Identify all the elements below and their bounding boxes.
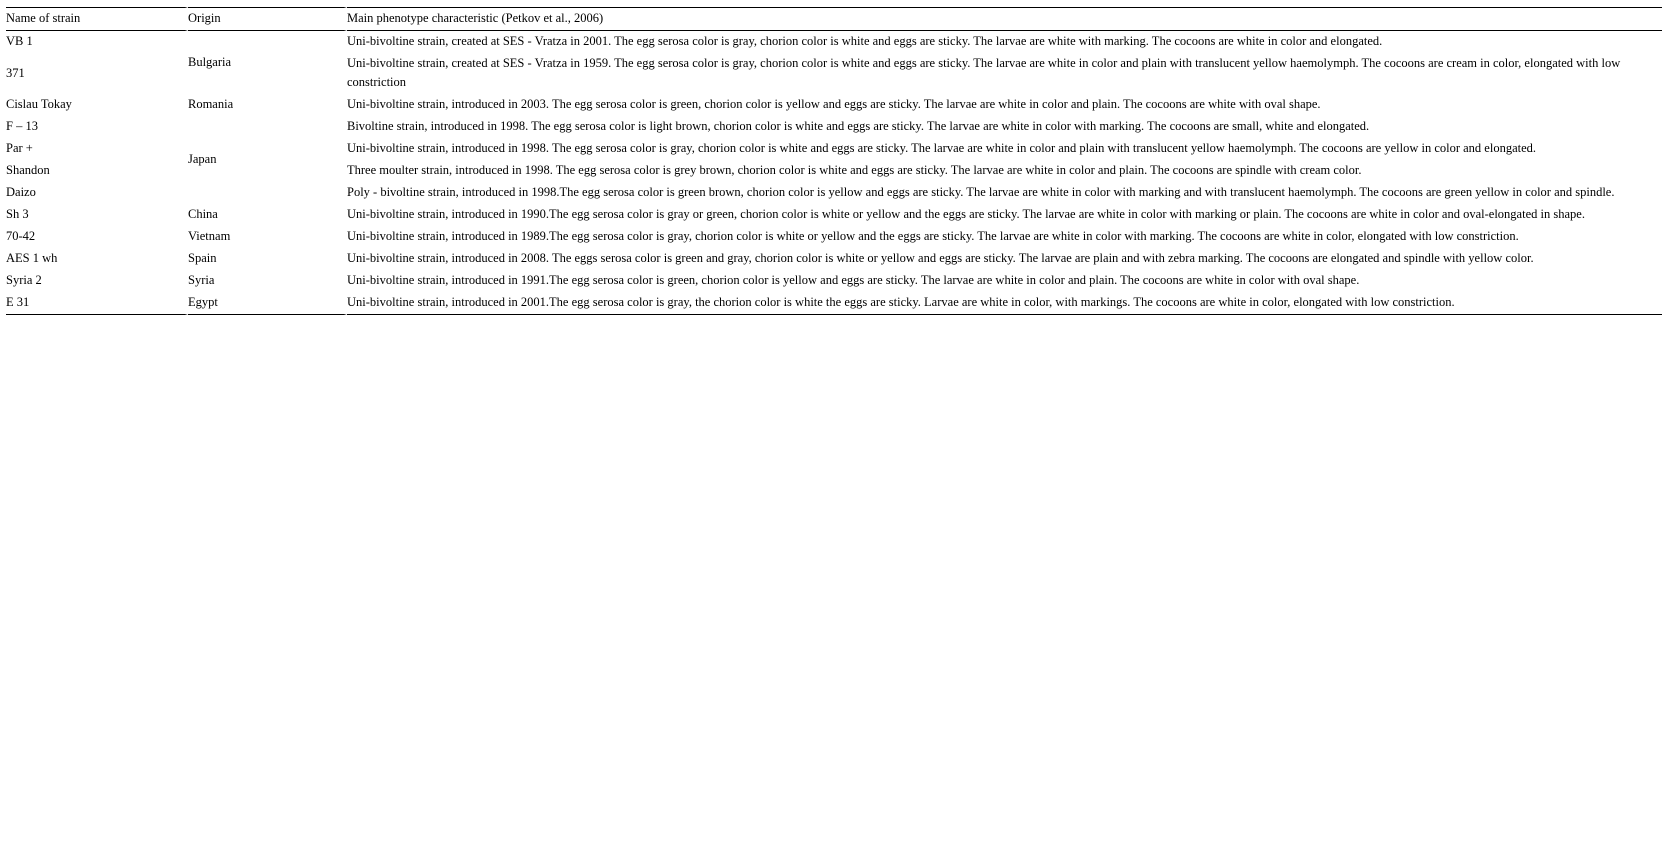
table-row — [6, 226, 1662, 248]
strain-origin: Spain — [188, 248, 347, 270]
table-row — [6, 31, 1662, 53]
strain-description: Bivoltine strain, introduced in 1998. The egg serosa color is light brown, chorion color is white and eggs are sticky. The larvae are white in color with marking. The cocoons are small, white and elongated. — [347, 119, 1370, 133]
strain-origin: Syria — [188, 270, 347, 292]
strain-description: Uni-bivoltine strain, introduced in 2001.The egg serosa color is gray, the chorion color is white the eggs are sticky. Larvae are white in color, with markings. The cocoons are white in color, elongated with low constriction. — [347, 292, 1662, 315]
strain-description: Uni-bivoltine strain, created at SES - Vratza in 2001. The egg serosa color is gray, chorion color is white and eggs are sticky. The larvae are white with marking. The cocoons are white in color and elongated. — [347, 34, 1383, 48]
strain-origin: Vietnam — [188, 226, 347, 248]
strain-description: Uni-bivoltine strain, introduced in 1990.The egg serosa color is gray or green, chorion color is white or yellow and the eggs are sticky. The larvae are white in color with marking or plain. The cocoons are white in color and oval-elongated in shape. — [347, 207, 1585, 221]
strain-description: Uni-bivoltine strain, introduced in 1998. The egg serosa color is gray, chorion color is white and eggs are sticky. The larvae are white in color and plain with translucent yellow haemolymph. The cocoons are yellow in color and elongated. — [347, 141, 1537, 155]
strain-origin: Egypt — [188, 292, 347, 315]
strain-name: E 31 — [6, 292, 188, 315]
strain-description: Poly - bivoltine strain, introduced in 1998.The egg serosa color is green brown, chorion color is yellow and eggs are sticky. The larvae are white in color with marking and with translucent haemolymph. The cocoons are green yellow in color and spindle. — [347, 185, 1615, 199]
strain-name: VB 1 — [6, 31, 188, 53]
strain-name: AES 1 wh — [6, 248, 188, 270]
header-name-of-strain: Name of strain — [6, 7, 188, 31]
strain-name: 70-42 — [6, 226, 188, 248]
strain-name: Shandon — [6, 160, 188, 182]
strain-description: Uni-bivoltine strain, introduced in 1989.The egg serosa color is gray, chorion color is white or yellow and the eggs are sticky. The larvae are white in color with marking. The cocoons are white in color, elongated with low constriction. — [347, 229, 1519, 243]
strain-name: Syria 2 — [6, 270, 188, 292]
strain-table — [6, 7, 1662, 315]
strain-name: Cislau Tokay — [6, 94, 188, 116]
strain-name: Par + — [6, 138, 188, 160]
strain-name: 371 — [6, 53, 188, 94]
table-row — [6, 204, 1662, 226]
strain-origin: Bulgaria — [188, 31, 347, 94]
header-origin: Origin — [188, 7, 347, 31]
strain-description: Uni-bivoltine strain, created at SES - Vratza in 1959. The egg serosa color is gray, chorion color is white and eggs are sticky. The larvae are white in color and plain with translucent yellow haemolymph. The cocoons are cream in color, elongated with low constriction — [347, 56, 1621, 89]
table-row — [6, 248, 1662, 270]
header-phenotype: Main phenotype characteristic (Petkov et al., 2006) — [347, 7, 1662, 31]
table-container — [6, 7, 1662, 315]
strain-description: Three moulter strain, introduced in 1998. The egg serosa color is grey brown, chorion color is white and eggs are sticky. The larvae are white in color and plain. The cocoons are spindle with cream color. — [347, 163, 1362, 177]
strain-description: Uni-bivoltine strain, introduced in 2003. The egg serosa color is green, chorion color is yellow and eggs are sticky. The larvae are white in color and plain. The cocoons are white with oval shape. — [347, 97, 1321, 111]
table-row — [6, 94, 1662, 116]
strain-origin: China — [188, 204, 347, 226]
table-row — [6, 292, 1662, 315]
strain-description: Uni-bivoltine strain, introduced in 1991.The egg serosa color is green, chorion color is yellow and eggs are sticky. The larvae are white in color and plain. The cocoons are white in color with oval shape. — [347, 273, 1360, 287]
strain-origin: Romania — [188, 94, 347, 116]
strain-origin: Japan — [188, 116, 347, 204]
strain-name: Daizo — [6, 182, 188, 204]
strain-description: Uni-bivoltine strain, introduced in 2008. The eggs serosa color is green and gray, chorion color is white or yellow and eggs are sticky. The larvae are plain and with zebra marking. The cocoons are elongated and spindle with yellow color. — [347, 251, 1534, 265]
table-row — [6, 116, 1662, 138]
strain-name: Sh 3 — [6, 204, 188, 226]
table-row — [6, 270, 1662, 292]
strain-name: F – 13 — [6, 116, 188, 138]
header-row — [6, 7, 1662, 31]
